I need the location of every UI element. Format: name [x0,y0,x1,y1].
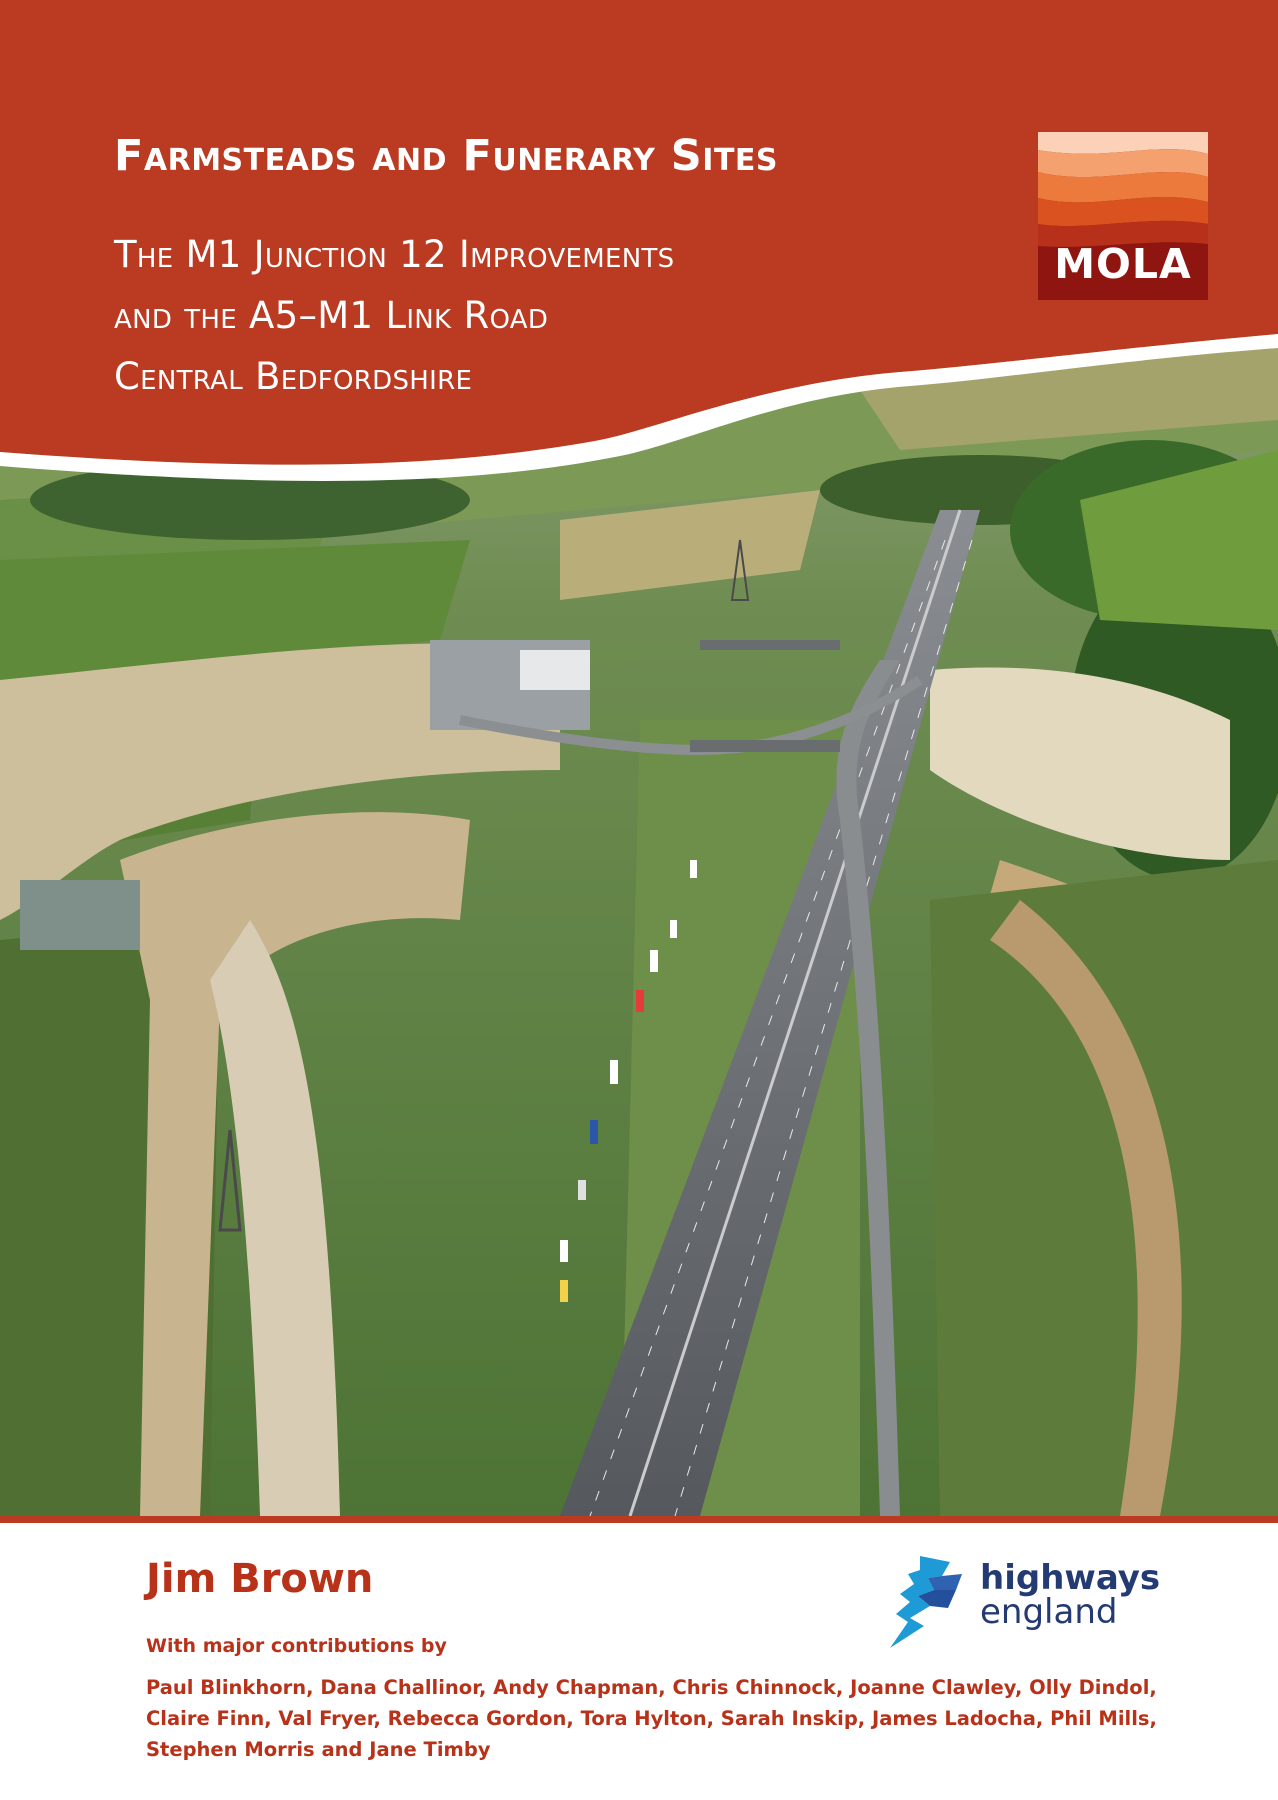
subtitle-line: Central Bedfordshire [114,355,473,398]
author-name: Jim Brown [146,1556,374,1602]
contributors-heading: With major contributions by [146,1635,447,1657]
subtitle-line: The M1 Junction 12 Improvements [114,233,675,276]
contributors-list: Paul Blinkhorn, Dana Challinor, Andy Chapman, Chris Chinnock, Joanne Clawley, Olly Dindol, Claire Finn, Val Fryer, Rebecca Gordon, Tora Hylton, Sarah Inskip, James Ladocha, Phil Mills, Stephen Morris and Jane Timby [146,1676,1157,1761]
highways-england-logo [890,1548,1190,1648]
book-title: Farmsteads and Funerary Sites [114,131,779,181]
footer-divider [0,1516,1278,1523]
subtitle-line: and the A5–M1 Link Road [114,294,549,337]
subtitle [114,224,778,407]
title-block [114,125,778,407]
mola-logo [1038,132,1208,300]
highways-logo-line2: england [980,1592,1118,1632]
highways-logo-line1: highways [980,1558,1161,1598]
mola-logo-text: MOLA [1054,240,1192,288]
highways-england-icon [890,1556,976,1648]
